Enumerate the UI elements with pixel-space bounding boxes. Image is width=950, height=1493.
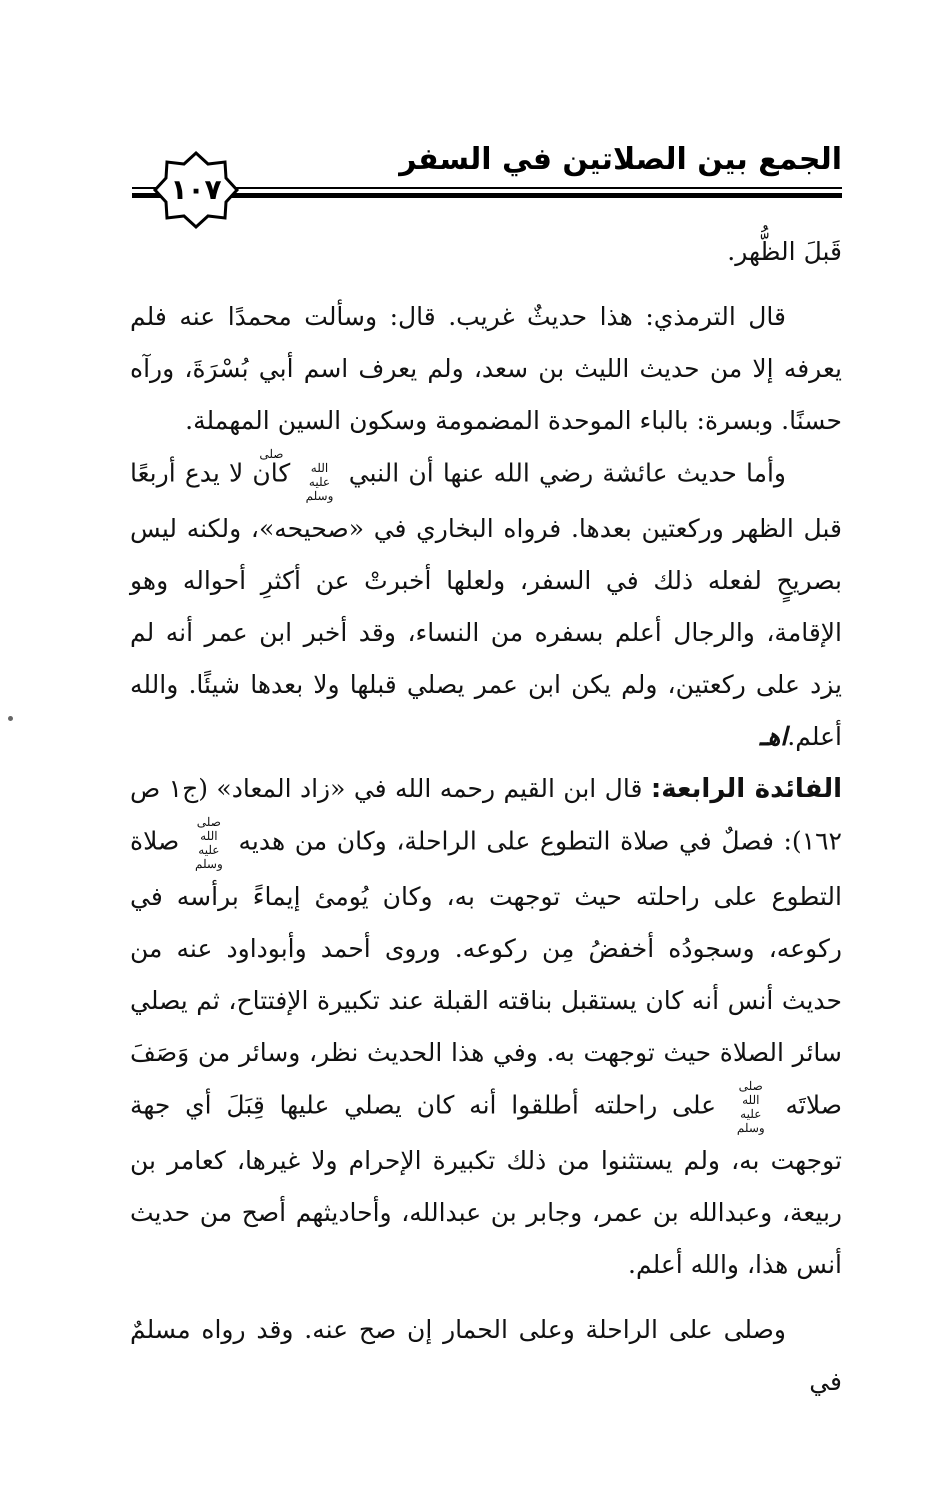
paragraph-fourth-text-c: على راحلته أطلقوا أنه كان يصلي عليها قِبَلَ أي جهة توجهت به، ولم يستثنوا من ذلك تكبيرة الإحرام ولا غيرها، كعامر بن ربيعة، وعبدالله بن عمر، وجابر بن عبدالله، وأحاديثهم أصح من حديث أنس هذا، والله أعلم.: [130, 1090, 842, 1279]
paragraph-aisha: [130, 447, 842, 763]
margin-dot: [8, 716, 13, 721]
honorific-ligature: صلى الله عليه وسلم: [194, 815, 223, 871]
section-heading: الفائدة الرابعة:: [650, 774, 842, 804]
continued-line: قَبلَ الظُّهر.: [727, 237, 842, 266]
paragraph-tirmidhi: قال الترمذي: هذا حديثٌ غريب. قال: وسألت محمدًا عنه فلم يعرفه إلا من حديث الليث بن سعد، ولم يعرف اسم أبي بُسْرَةَ، ورآه حسنًا. وبسرة: بالباء الموحدة المضمومة وسكون السين المهملة.: [130, 302, 842, 435]
page-number: ١٠٧: [170, 173, 222, 206]
page-body: [130, 226, 842, 1408]
paragraph-fourth-benefit: [130, 763, 842, 1291]
paragraph-aisha-text-a: وأما حديث عائشة رضي الله عنها أن النبي: [348, 458, 786, 488]
honorific-ligature: صلى الله عليه وسلم: [736, 1079, 765, 1135]
paragraph-fourth-text-a: قال ابن القيم رحمه الله في «زاد المعاد» (ج١ ص ١٦٢): فصلٌ في صلاة التطوع على الراحلة، وكان من هديه: [130, 774, 842, 856]
page-number-badge: [152, 150, 240, 230]
paragraph-fourth-text-b: صلاة التطوع على راحلته حيث توجهت به، وكان يُومئ إيماءً برأسه في ركوعه، وسجودُه أخفضُ مِن ركوعه. وروى أحمد وأبوداود عنه من حديث أنس أنه كان يستقبل بناقته القبلة عند تكبيرة الإفتتاح، ثم يصلي سائر الصلاة حيث توجهت به. وفي هذا الحديث نظر، وسائر من وَصَفَ صلاتَه: [130, 826, 843, 1120]
paragraph-aisha-text-b: كان لا يدع أربعًا قبل الظهر وركعتين بعدها. فرواه البخاري في «صحيحه»، ولكنه ليس بصريحٍ لفعله ذلك في السفر، ولعلها أخبرتْ عن أكثرِ أحواله وهو الإقامة، والرجال أعلم بسفره من النساء، وقد أخبر ابن عمر أنه لم يزد على ركعتين، ولم يكن ابن عمر يصلي قبلها ولا بعدها شيئًا. والله أعلم.: [130, 458, 842, 751]
end-mark: اهـ: [759, 722, 788, 751]
honorific-ligature: صلى الله عليه وسلم: [259, 447, 334, 503]
paragraph-last: وصلى على الراحلة وعلى الحمار إن صح عنه. وقد رواه مسلمٌ في: [130, 1315, 842, 1396]
running-title: الجمع بين الصلاتين في السفر: [399, 142, 842, 177]
